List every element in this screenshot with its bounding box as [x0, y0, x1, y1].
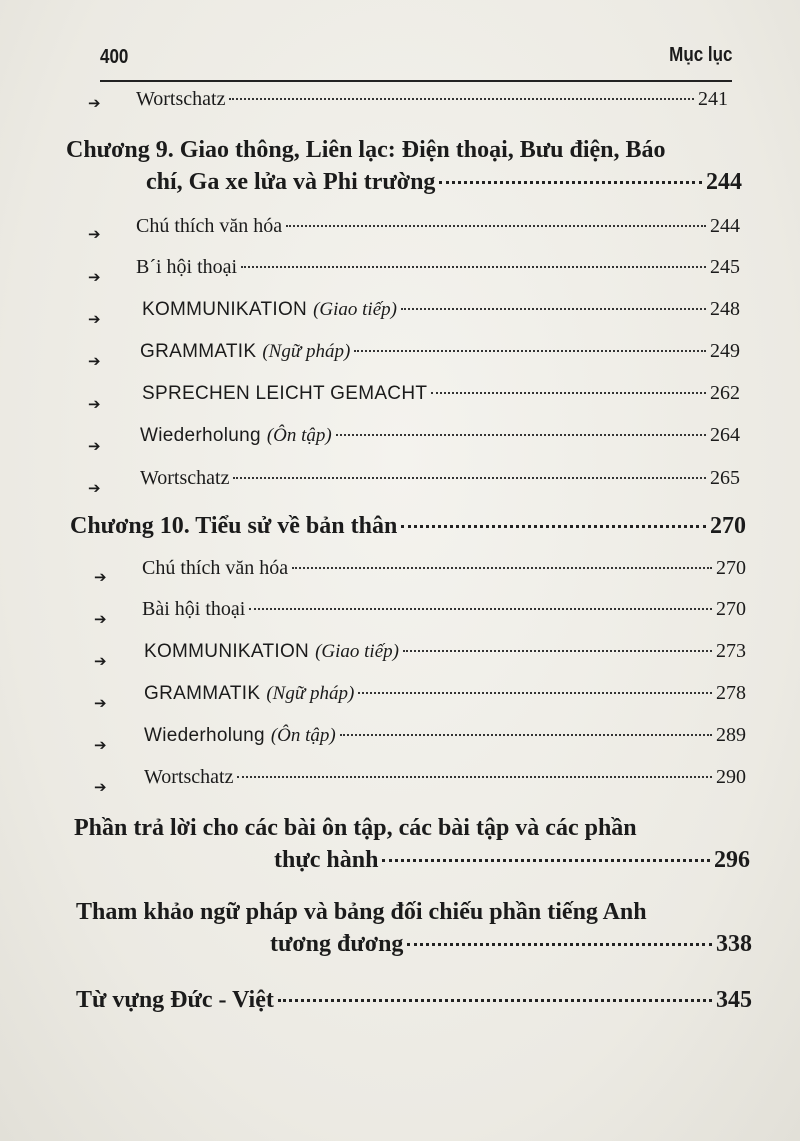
part-title: Phần trả lời cho các bài ôn tập, các bài tập và các phần — [74, 815, 637, 841]
entry-page: 249 — [710, 340, 740, 362]
toc-entry[interactable] — [144, 682, 746, 712]
entry-title: Wortschatz — [140, 467, 230, 489]
toc-entry[interactable] — [144, 724, 746, 754]
arrow-icon: ➔ — [88, 395, 101, 413]
part-title-line — [74, 844, 750, 876]
chapter-page: 270 — [710, 513, 746, 539]
entry-page: 270 — [716, 557, 746, 579]
toc-entry[interactable] — [136, 215, 740, 245]
part-title: Từ vựng Đức - Việt — [76, 987, 274, 1013]
arrow-icon: ➔ — [94, 610, 107, 628]
toc-entry[interactable] — [136, 88, 728, 118]
entry-page: 289 — [716, 724, 746, 746]
entry-page: 273 — [716, 640, 746, 662]
entry-title: B´i hội thoại — [136, 256, 238, 278]
arrow-icon: ➔ — [88, 437, 101, 455]
arrow-icon: ➔ — [94, 694, 107, 712]
entry-title: KOMMUNIKATION — [144, 641, 310, 662]
entry-page: 290 — [716, 766, 746, 788]
dot-leader — [249, 608, 712, 610]
chapter-title-cont: chí, Ga xe lửa và Phi trường — [146, 169, 436, 195]
part-title-line — [76, 896, 752, 928]
entry-note: (Giao tiếp) — [313, 299, 397, 320]
arrow-icon: ➔ — [88, 225, 101, 243]
page-number: 400 — [100, 46, 129, 68]
entry-page: 278 — [716, 682, 746, 704]
toc-entry[interactable] — [140, 467, 740, 497]
dot-leader — [336, 434, 706, 436]
arrow-icon: ➔ — [88, 94, 101, 112]
dot-leader — [358, 692, 712, 694]
entry-note: (Ngữ pháp) — [266, 683, 355, 704]
arrow-icon: ➔ — [88, 352, 101, 370]
dot-leader — [354, 350, 706, 352]
arrow-icon: ➔ — [94, 568, 107, 586]
page-header — [100, 40, 732, 82]
part-page: 338 — [716, 931, 752, 957]
entry-page: 262 — [710, 382, 740, 404]
entry-page: 248 — [710, 298, 740, 320]
dot-leader — [340, 734, 712, 736]
toc-entry[interactable] — [142, 298, 740, 328]
entry-page: 244 — [710, 215, 740, 237]
dot-leader — [439, 181, 702, 184]
entry-page: 270 — [716, 598, 746, 620]
chapter-title-line — [70, 510, 746, 542]
toc-part[interactable] — [74, 812, 750, 876]
dot-leader — [401, 308, 706, 310]
entry-title: KOMMUNIKATION — [142, 299, 308, 320]
entry-title: Chú thích văn hóa — [136, 215, 283, 237]
chapter-title: Chương 10. Tiểu sử về bản thân — [70, 513, 398, 539]
toc-entry[interactable] — [142, 382, 740, 412]
chapter-title-line — [66, 134, 742, 166]
dot-leader — [403, 650, 712, 652]
part-title-cont: thực hành — [274, 847, 379, 873]
arrow-icon: ➔ — [88, 268, 101, 286]
toc-entry[interactable] — [142, 557, 746, 587]
entry-title: GRAMMATIK — [144, 683, 261, 704]
arrow-icon: ➔ — [88, 310, 101, 328]
dot-leader — [401, 525, 706, 528]
arrow-icon: ➔ — [94, 736, 107, 754]
toc-part[interactable] — [76, 896, 752, 960]
entry-page: 265 — [710, 467, 740, 489]
part-page: 345 — [716, 987, 752, 1013]
dot-leader — [229, 98, 694, 100]
dot-leader — [407, 943, 712, 946]
dot-leader — [241, 266, 706, 268]
entry-page: 241 — [698, 88, 728, 110]
dot-leader — [292, 567, 712, 569]
part-title-cont: tương đương — [270, 931, 404, 957]
toc-chapter[interactable] — [70, 510, 746, 542]
toc-entry[interactable] — [142, 598, 746, 628]
part-title-line — [76, 984, 752, 1016]
arrow-icon: ➔ — [94, 778, 107, 796]
toc-entry[interactable] — [140, 424, 740, 454]
entry-page: 264 — [710, 424, 740, 446]
dot-leader — [286, 225, 706, 227]
dot-leader — [278, 999, 712, 1002]
entry-title: Wortschatz — [144, 766, 234, 788]
entry-note: (Ôn tập) — [266, 425, 332, 446]
section-title: Mục lục — [668, 44, 732, 66]
toc-entry[interactable] — [144, 766, 746, 796]
chapter-title-line — [66, 166, 742, 198]
part-title: Tham khảo ngữ pháp và bảng đối chiếu phần tiếng Anh — [76, 899, 647, 925]
entry-title: GRAMMATIK — [140, 341, 257, 362]
toc-chapter[interactable] — [66, 134, 742, 198]
chapter-title: Chương 9. Giao thông, Liên lạc: Điện thoại, Bưu điện, Báo — [66, 137, 666, 163]
entry-title: Wiederholung — [140, 425, 261, 446]
part-title-line — [74, 812, 750, 844]
part-title-line — [76, 928, 752, 960]
entry-note: (Ôn tập) — [270, 725, 336, 746]
dot-leader — [233, 477, 706, 479]
toc-part[interactable] — [76, 984, 752, 1016]
toc-entry[interactable] — [144, 640, 746, 670]
arrow-icon: ➔ — [94, 652, 107, 670]
entry-page: 245 — [710, 256, 740, 278]
dot-leader — [237, 776, 712, 778]
dot-leader — [431, 392, 706, 394]
chapter-page: 244 — [706, 169, 742, 195]
entry-title: Bài hội thoại — [142, 598, 246, 620]
arrow-icon: ➔ — [88, 479, 101, 497]
entry-title: Wiederholung — [144, 725, 265, 746]
entry-title: Chú thích văn hóa — [142, 557, 289, 579]
entry-title: SPRECHEN LEICHT GEMACHT — [142, 383, 428, 404]
part-page: 296 — [714, 847, 750, 873]
toc-entry[interactable] — [140, 340, 740, 370]
entry-title: Wortschatz — [136, 88, 226, 110]
toc-entry[interactable] — [136, 256, 740, 286]
entry-note: (Giao tiếp) — [315, 641, 399, 662]
dot-leader — [382, 859, 710, 862]
entry-note: (Ngữ pháp) — [262, 341, 351, 362]
